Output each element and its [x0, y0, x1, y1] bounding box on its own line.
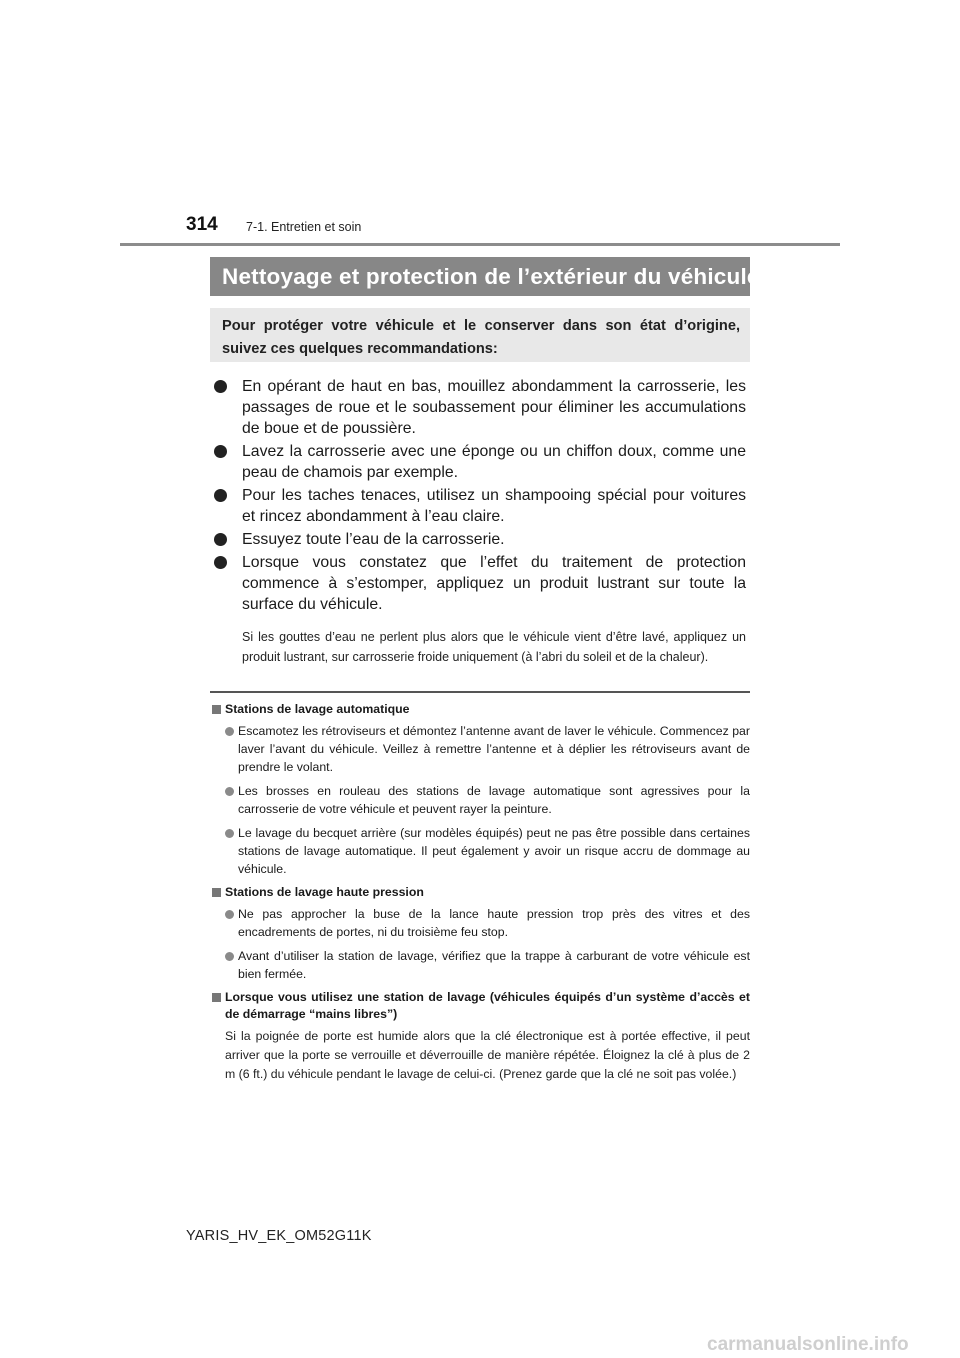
square-bullet-icon: [212, 888, 221, 897]
note-heading-text: Stations de lavage haute pression: [225, 885, 424, 899]
bullet-dot-icon: [225, 787, 234, 796]
note-item: [210, 824, 750, 878]
bullet-dot-icon: [214, 489, 227, 502]
note-item: [210, 905, 750, 941]
note-item: [210, 947, 750, 983]
list-item: [210, 376, 746, 439]
page-title: Nettoyage et protection de l’extérieur du véhicule: [210, 257, 750, 296]
watermark: carmanualsonline.info: [707, 1334, 909, 1355]
section-divider: [210, 691, 750, 693]
note-item: [210, 782, 750, 818]
manual-code: YARIS_HV_EK_OM52G11K: [186, 1228, 372, 1244]
note-item: [210, 722, 750, 776]
note-group-hands-free: [210, 989, 750, 1084]
page-number: 314: [186, 214, 218, 235]
square-bullet-icon: [212, 993, 221, 1002]
square-bullet-icon: [212, 705, 221, 714]
note-item-text: Escamotez les rétroviseurs et démontez l’antenne avant de laver le véhicule. Commencez par laver l’avant du véhicule. Veillez à remettre l’antenne et à déplier les rétroviseurs avant de prendre le volant.: [238, 724, 750, 774]
main-instructions-list: [210, 376, 746, 667]
note-item-text: Le lavage du becquet arrière (sur modèles équipés) peut ne pas être possible dans certaines stations de lavage automatique. Il peut également y avoir un risque accru de dommage au véhicule.: [238, 826, 750, 876]
list-item: [210, 529, 746, 550]
list-item: [210, 552, 746, 615]
bullet-dot-icon: [214, 533, 227, 546]
note-group-high-pressure: [210, 884, 750, 983]
note-heading: [210, 989, 750, 1023]
note-heading: [210, 884, 750, 901]
bullet-dot-icon: [225, 829, 234, 838]
bullet-dot-icon: [214, 380, 227, 393]
header-divider: [120, 243, 840, 246]
section-label: 7-1. Entretien et soin: [246, 220, 362, 234]
list-item-text: En opérant de haut en bas, mouillez abondamment la carrosserie, les passages de roue et le soubassement pour éliminer les accumulations de boue et de poussière.: [242, 378, 746, 437]
note-heading-text: Stations de lavage automatique: [225, 702, 410, 716]
note-heading: [210, 701, 750, 718]
list-item: [210, 441, 746, 483]
bullet-dot-icon: [225, 727, 234, 736]
list-item-text: Essuyez toute l’eau de la carrosserie.: [242, 531, 505, 548]
list-item-text: Pour les taches tenaces, utilisez un shampooing spécial pour voitures et rincez abondamment à l’eau claire.: [242, 487, 746, 525]
notes-section: [210, 701, 750, 1086]
bullet-dot-icon: [225, 910, 234, 919]
note-item-text: Les brosses en rouleau des stations de lavage automatique sont agressives pour la carrosserie de votre véhicule et peuvent rayer la peinture.: [238, 784, 750, 816]
note-item-text: Ne pas approcher la buse de la lance haute pression trop près des vitres et des encadrements de portes, ni du troisième feu stop.: [238, 907, 750, 939]
bullet-dot-icon: [214, 556, 227, 569]
note-heading-text: Lorsque vous utilisez une station de lavage (véhicules équipés d’un système d’accès et de démarrage “mains libres”): [225, 990, 750, 1021]
page-header: [0, 0, 960, 250]
list-item-text: Lavez la carrosserie avec une éponge ou un chiffon doux, comme une peau de chamois par exemple.: [242, 443, 746, 481]
bullet-dot-icon: [225, 952, 234, 961]
list-item: [210, 485, 746, 527]
note-paragraph: Si la poignée de porte est humide alors que la clé électronique est à portée effective, il peut arriver que la porte se verrouille et déverrouille de manière répétée. Éloignez la clé à plus de 2 m (6 ft.) du véhicule pendant le lavage de celui-ci. (Prenez garde que la clé ne soit pas volée.): [225, 1029, 750, 1081]
list-item-text: Lorsque vous constatez que l’effet du traitement de protection commence à s’estomper, appliquez un produit lustrant sur toute la surface du véhicule.: [242, 554, 746, 613]
bullet-dot-icon: [214, 445, 227, 458]
note-group-automatic: [210, 701, 750, 878]
intro-box: Pour protéger votre véhicule et le conserver dans son état d’origine, suivez ces quelques recommandations:: [210, 308, 750, 362]
note-item-text: Avant d’utiliser la station de lavage, vérifiez que la trappe à carburant de votre véhicule est bien fermée.: [238, 949, 750, 981]
polish-note: Si les gouttes d’eau ne perlent plus alors que le véhicule vient d’être lavé, appliquez un produit lustrant, sur carrosserie froide uniquement (à l’abri du soleil et de la chaleur).: [242, 630, 746, 664]
